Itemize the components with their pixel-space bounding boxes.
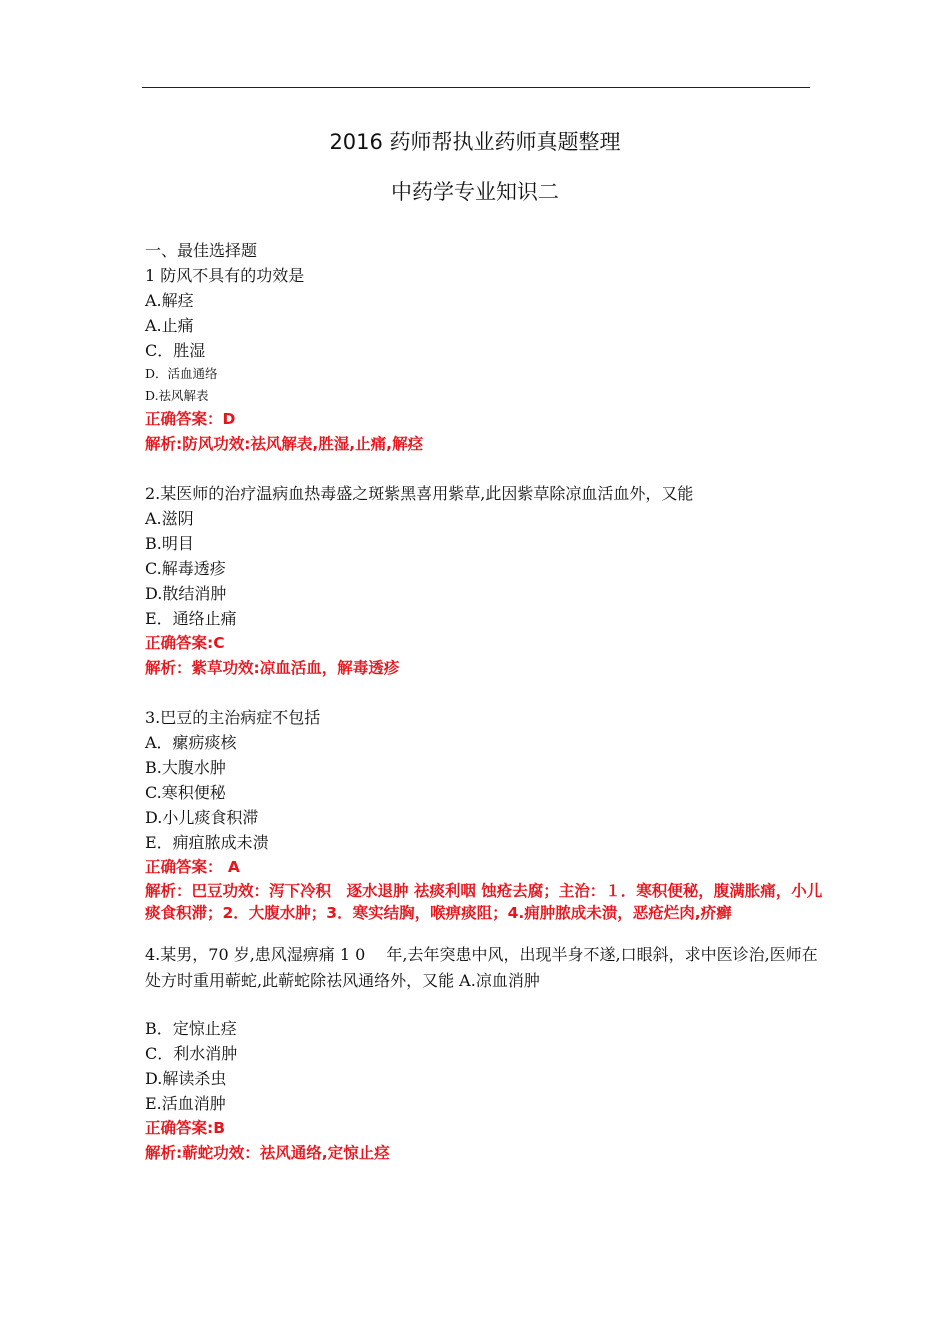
question-1-option-c: C．胜湿	[145, 341, 206, 360]
question-1-option-b: A.止痛	[145, 316, 194, 335]
question-3-option-d: D.小儿痰食积滞	[145, 808, 259, 827]
question-1-answer: 正确答案：D	[145, 410, 236, 428]
question-4-option-c: C．利水消肿	[145, 1044, 238, 1063]
question-1-option-d: D．活血通络	[145, 366, 218, 381]
question-2-option-b: B.明目	[145, 534, 194, 553]
question-4	[145, 942, 825, 1166]
question-3-option-e: E．痈疽脓成未溃	[145, 833, 269, 852]
question-3-option-c: C.寒积便秘	[145, 783, 226, 802]
question-4-option-b: B．定惊止痉	[145, 1019, 237, 1038]
question-1-text: 1 防风不具有的功效是	[145, 266, 305, 285]
document-title: 2016 药师帮执业药师真题整理	[329, 130, 621, 154]
question-2-option-c: C.解毒透疹	[145, 559, 226, 578]
question-3-analysis: 解析：巴豆功效：泻下冷积 逐水退肿 祛痰利咽 蚀疮去腐；主治：１．寒积便秘，腹满胀痛，小儿痰食积滞；2．大腹水肿；3．寒实结胸，喉痹痰阻；4.痈肿脓成未溃，恶疮烂肉,疥癣	[145, 882, 823, 922]
question-1-analysis: 解析:防风功效:祛风解表,胜湿,止痛,解痉	[145, 435, 424, 453]
question-3-option-a: A．瘰疬痰核	[145, 733, 237, 752]
question-4-analysis: 解析:蕲蛇功效：祛风通络,定惊止痉	[145, 1144, 390, 1162]
document-body	[145, 238, 825, 1166]
question-2-option-e: E．通络止痛	[145, 609, 237, 628]
question-2-option-d: D.散结消肿	[145, 584, 227, 603]
question-2-option-a: A.滋阴	[145, 509, 194, 528]
section-heading: 一、最佳选择题	[145, 241, 258, 260]
question-2-text: 2.某医师的治疗温病血热毒盛之斑紫黑喜用紫草,此因紫草除凉血活血外，又能	[145, 484, 694, 503]
question-3-option-b: B.大腹水肿	[145, 758, 226, 777]
question-2-analysis: 解析：紫草功效:凉血活血，解毒透疹	[145, 659, 400, 677]
question-2	[145, 481, 825, 681]
question-4-option-d: D.解读杀虫	[145, 1069, 227, 1088]
question-1	[145, 263, 825, 457]
question-1-option-e: D.祛风解表	[145, 388, 209, 403]
question-4-option-e: E.活血消肿	[145, 1094, 226, 1113]
question-3-answer: 正确答案： A	[145, 858, 240, 876]
question-3	[145, 705, 825, 924]
header-rule	[142, 87, 810, 88]
question-4-text: 4.某男，70 岁,患风湿痹痛 1 0 年,去年突患中风，出现半身不遂,口眼斜，求中医诊治,医师在处方时重用蕲蛇,此蕲蛇除祛风通络外，又能 A.凉血消肿	[145, 945, 818, 990]
question-2-answer: 正确答案:C	[145, 634, 225, 652]
question-3-text: 3.巴豆的主治病症不包括	[145, 708, 321, 727]
document-subtitle: 中药学专业知识二	[391, 180, 559, 204]
question-4-answer: 正确答案:B	[145, 1119, 226, 1137]
question-1-option-a: A.解痉	[145, 291, 194, 310]
